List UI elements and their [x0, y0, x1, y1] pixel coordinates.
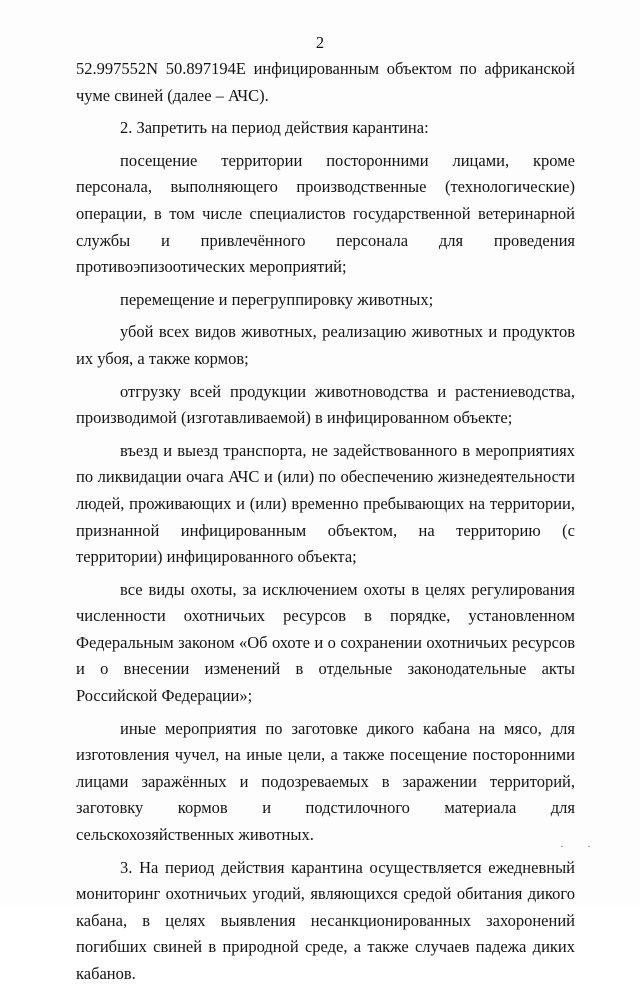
- page-number: 2: [315, 33, 325, 52]
- paragraph-coordinates: 52.997552N 50.897194E инфицированным объектом по африканской чуме свиней (далее – АЧС).: [76, 59, 575, 105]
- paragraph-boar-harvest-ban: иные мероприятия по заготовке дикого кабана на мясо, для изготовления чучел, на иные цели, а также посещение посторонними лицами заражённых и подозреваемых в заражении территорий, заготовку кормов и подстилочного материала для сельскохозяйственных животных.: [76, 718, 575, 845]
- document-body: [76, 56, 575, 988]
- corner-marks: · ·: [560, 839, 601, 853]
- paragraph-slaughter-ban: убой всех видов животных, реализацию животных и продуктов их убоя, а также кормов;: [76, 322, 575, 368]
- paragraph-shipment-ban: отгрузку всей продукции животноводства и растениеводства, производимой (изготавливаемой) в инфицированном объекте;: [76, 381, 575, 428]
- paragraph-transport-ban: въезд и выезд транспорта, не задействованного в мероприятиях по ликвидации очага АЧС и (или) по обеспечению жизнедеятельности людей, проживающих и (или) временно пребывающих на территории, признанной инфицированным объектом, на территорию (с территории) инфицированного объекта;: [76, 440, 575, 567]
- paragraph-visit-ban: посещение территории посторонними лицами, кроме персонала, выполняющего производственные (технологические) операции, в том числе специалистов государственной ветеринарной службы и привлечённого персонала для проведения противоэпизоотических мероприятий;: [76, 150, 575, 277]
- paragraph-movement-ban: перемещение и перегруппировку животных;: [120, 289, 434, 309]
- paragraph-clause-2: 2. Запретить на период действия карантина:: [120, 118, 429, 138]
- paragraph-hunting-ban: все виды охоты, за исключением охоты в целях регулирования численности охотничьих ресурсов в порядке, установленном Федеральным законом «Об охоте и о сохранении охотничьих ресурсов и о внесении изменений в отдельные законодательные акты Российской Федерации»;: [76, 579, 575, 706]
- paragraph-clause-3: 3. На период действия карантина осуществляется ежедневный мониторинг охотничьих угодий, являющихся средой обитания дикого кабана, в целях выявления несанкционированных захоронений погибших свиней в природной среде, а также случаев падежа диких кабанов.: [76, 857, 575, 983]
